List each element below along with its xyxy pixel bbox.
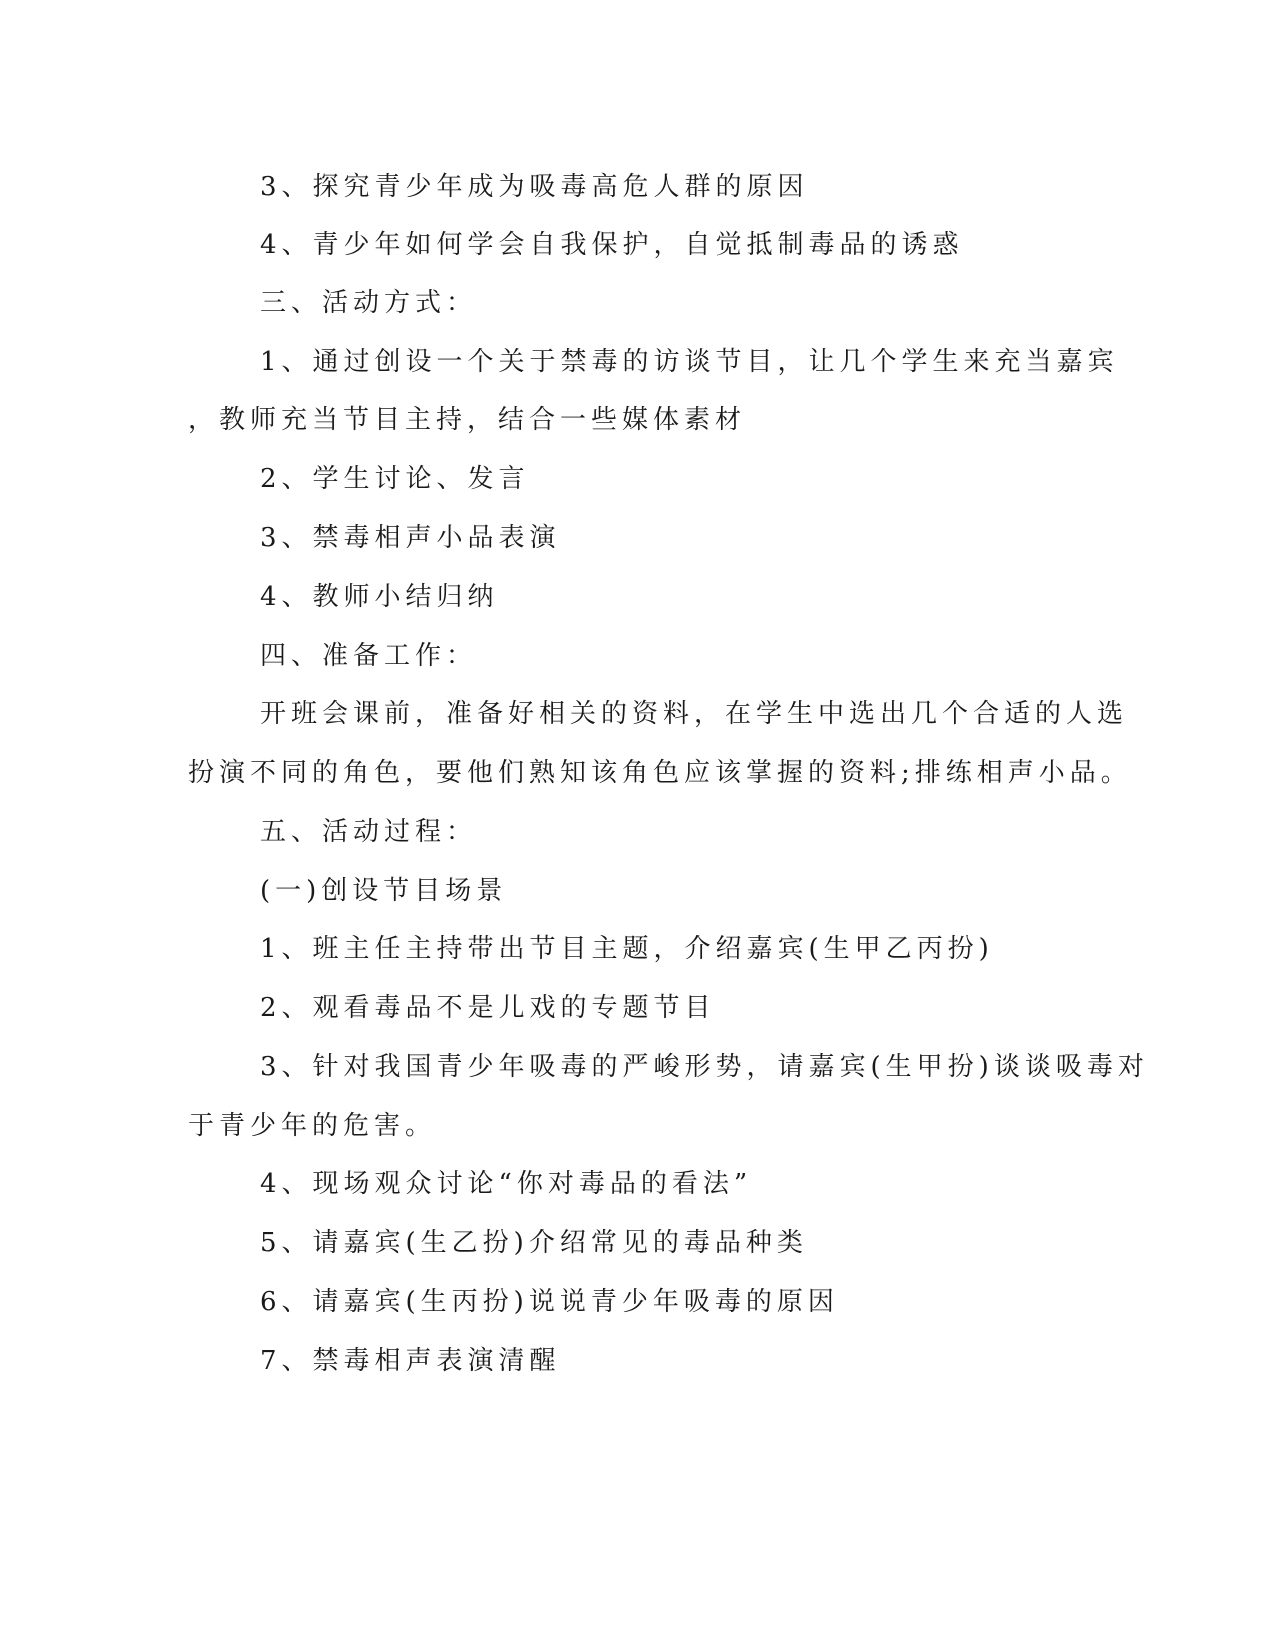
text-line: 6、请嘉宾(生丙扮)说说青少年吸毒的原因 <box>260 1287 839 1317</box>
subsection-heading: (一)创设节目场景 <box>260 876 508 906</box>
text-line: 1、班主任主持带出节目主题，介绍嘉宾(生甲乙丙扮) <box>260 934 994 964</box>
text-line: 4、现场观众讨论“你对毒品的看法” <box>260 1169 753 1199</box>
text-line: ，教师充当节目主持，结合一些媒体素材 <box>188 405 747 435</box>
section-heading: 三、活动方式： <box>260 288 478 318</box>
text-line: 扮演不同的角色，要他们熟知该角色应该掌握的资料;排练相声小品。 <box>188 758 1132 788</box>
text-line: 3、针对我国青少年吸毒的严峻形势，请嘉宾(生甲扮)谈谈吸毒对 <box>260 1052 1149 1082</box>
text-line: 4、教师小结归纳 <box>260 582 499 612</box>
text-line: 3、探究青少年成为吸毒高危人群的原因 <box>260 172 809 202</box>
text-line: 于青少年的危害。 <box>188 1111 437 1141</box>
text-line: 4、青少年如何学会自我保护，自觉抵制毒品的诱惑 <box>260 230 964 260</box>
text-line: 2、学生讨论、发言 <box>260 464 530 494</box>
text-line: 2、观看毒品不是儿戏的专题节目 <box>260 993 716 1023</box>
text-line: 1、通过创设一个关于禁毒的访谈节目，让几个学生来充当嘉宾 <box>260 347 1119 377</box>
text-line: 7、禁毒相声表演清醒 <box>260 1346 561 1376</box>
text-line: 3、禁毒相声小品表演 <box>260 523 561 553</box>
section-heading: 五、活动过程： <box>260 817 478 847</box>
text-line: 5、请嘉宾(生乙扮)介绍常见的毒品种类 <box>260 1228 808 1258</box>
section-heading: 四、准备工作： <box>260 641 478 671</box>
text-line: 开班会课前，准备好相关的资料，在学生中选出几个合适的人选 <box>260 699 1129 729</box>
